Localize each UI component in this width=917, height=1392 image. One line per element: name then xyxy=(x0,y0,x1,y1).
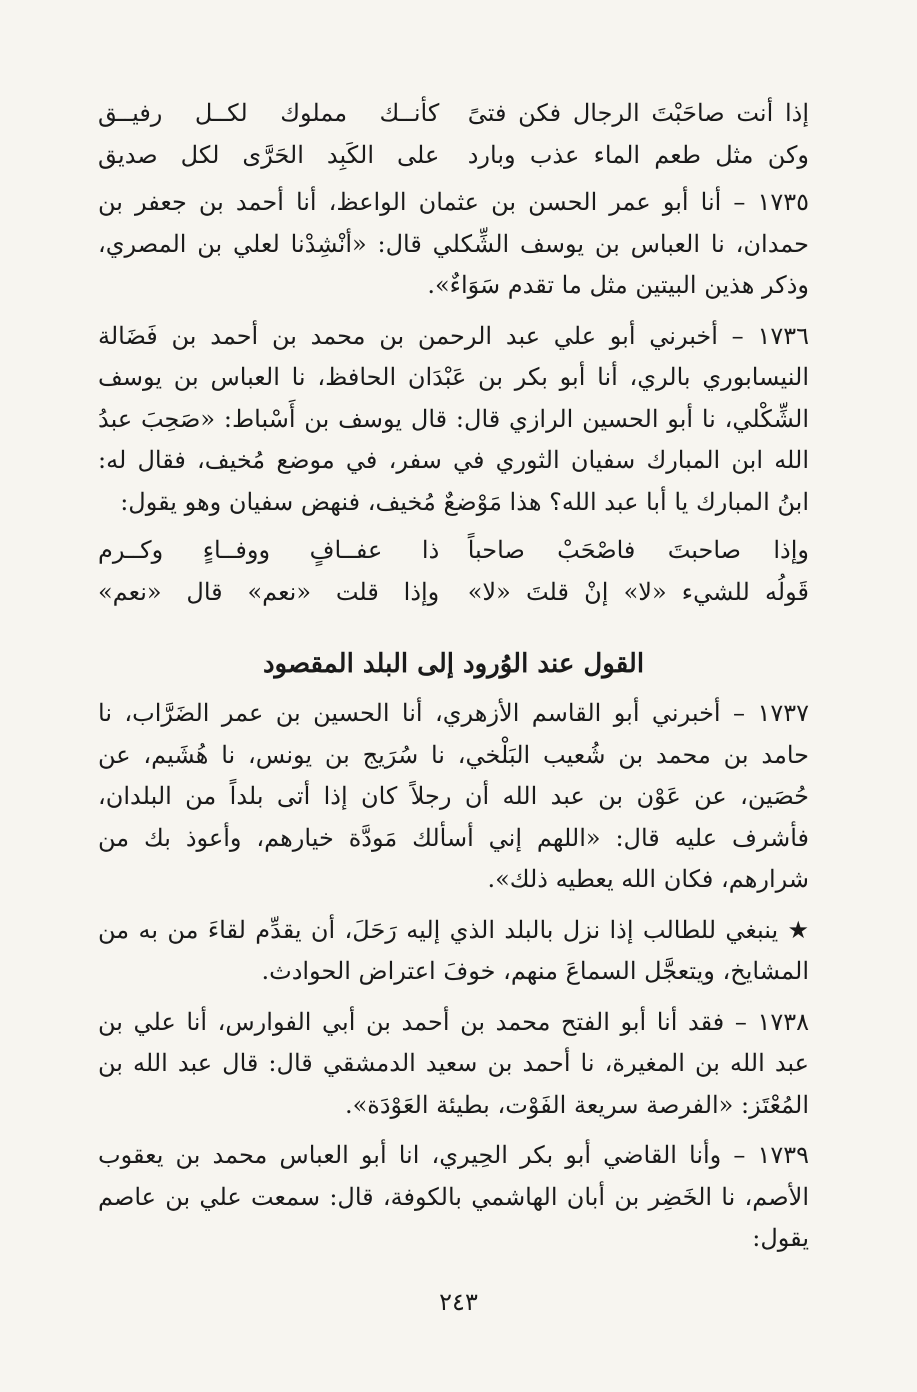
verse-second-hemistich: ذا عفــافٍ ووفــاءٍ وكــرم xyxy=(98,536,440,564)
paragraph-1737: ١٧٣٧ – أخبرني أبو القاسم الأزهري، أنا الحسين بن عمر الضَرَّاب، نا حامد بن محمد بن شُعيب البَلْخي، نا سُرَيج بن يونس، نا هُشَيم، عن حُصَين، عن عَوْن بن عبد الله أن رجلاً كان إذا أتى بلداً من البلدان، فأشرف عليه قال: «اللهم إني أسألك مَودَّة خيارهم، وأعوذ بك من شرارهم، فكان الله يعطيه ذلك». xyxy=(98,699,809,893)
verse-first-hemistich: قَولُه للشيء «لا» إنْ قلتَ «لا» xyxy=(467,578,809,606)
verse-first-hemistich: وكن مثل طعم الماء عذب وبارد xyxy=(467,141,809,169)
paragraph-note: ★ ينبغي للطالب إذا نزل بالبلد الذي إليه رَحَلَ، أن يقدِّم لقاءَ من به من المشايخ، ويتعجَّل السماعَ منهم، خوفَ اعتراض الحوادث. xyxy=(98,915,809,985)
section-heading: القول عند الوُرود إلى البلد المقصود xyxy=(262,649,645,679)
verse-second-hemistich: وإذا قلت «نعم» قال «نعم» xyxy=(98,578,440,606)
poem-1 xyxy=(98,92,809,176)
page-number: ٢٤٣ xyxy=(439,1288,478,1316)
poem-verse xyxy=(98,571,809,613)
verse-second-hemistich: على الكَبِد الحَرَّى لكل صديق xyxy=(98,141,440,169)
poem-verse xyxy=(98,529,809,571)
paragraph-1736: ١٧٣٦ – أخبرني أبو علي عبد الرحمن بن محمد بن أحمد بن فَضَالة النيسابوري بالري، أنا أبو بكر بن عَبْدَان الحافظ، نا العباس بن يوسف الشِّكْلي، نا أبو الحسين الرازي قال: قال يوسف بن أَسْباط: «صَحِبَ عبدُ الله ابن المبارك سفيان الثوري في سفر، في موضع مُخيف، فقال له: ابنُ المبارك يا أبا عبد الله؟ هذا مَوْضعٌ مُخيف، فنهض سفيان وهو يقول: xyxy=(98,321,810,516)
poem-verse xyxy=(98,92,809,134)
verse-first-hemistich: وإذا صاحبتَ فاصْحَبْ صاحباً xyxy=(467,536,809,564)
poem-verse xyxy=(98,134,809,176)
paragraph-1738: ١٧٣٨ – فقد أنا أبو الفتح محمد بن أحمد بن أبي الفوارس، أنا علي بن عبد الله بن المغيرة، نا أحمد بن سعيد الدمشقي قال: قال عبد الله بن المُعْتَز: «الفرصة سريعة الفَوْت، بطيئة العَوْدَة». xyxy=(98,1007,809,1119)
verse-second-hemistich: كأنــك مملوك لكــل رفيــق xyxy=(98,99,440,127)
paragraph-1739: ١٧٣٩ – وأنا القاضي أبو بكر الحِيري، انا أبو العباس محمد بن يعقوب الأصم، نا الخَضِر بن أبان الهاشمي بالكوفة، قال: سمعت علي بن عاصم يقول: xyxy=(98,1141,809,1252)
poem-2 xyxy=(98,529,809,613)
verse-first-hemistich: إذا أنت صاحَبْتَ الرجال فكن فتىً xyxy=(467,99,809,127)
paragraph-1735: ١٧٣٥ – أنا أبو عمر الحسن بن عثمان الواعظ، أنا أحمد بن جعفر بن حمدان، نا العباس بن يوسف الشِّكلي قال: «أنْشِدْنا لعلي بن المصري، وذكر هذين البيتين مثل ما تقدم سَوَاءٌ». xyxy=(98,188,809,299)
